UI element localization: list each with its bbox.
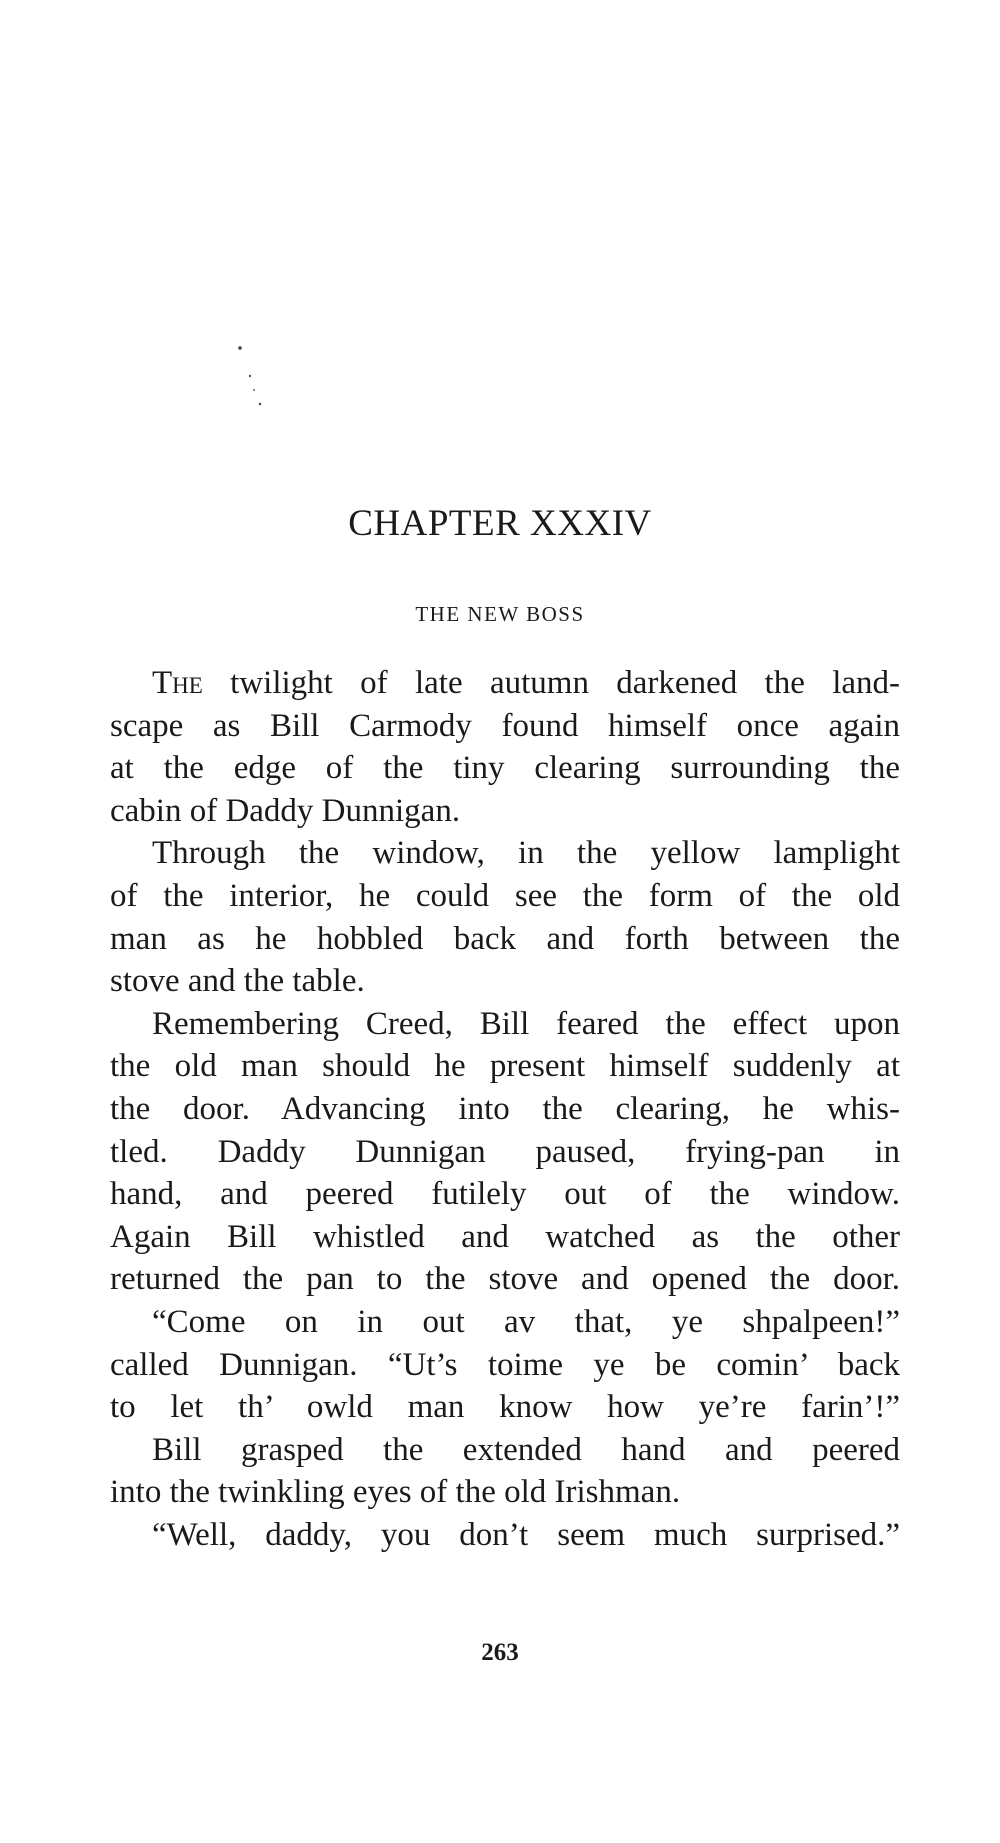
text-line: cabin of Daddy Dunnigan. — [110, 792, 461, 829]
drop-word: The — [152, 665, 203, 701]
text-line: of the interior, he could see the form of the old — [110, 877, 900, 914]
text-line: stove and the table. — [110, 963, 365, 1000]
line-text: twilight of late autumn darkened the land- — [202, 665, 900, 701]
text-line — [110, 662, 900, 705]
text-line: scape as Bill Carmody found himself once again — [110, 707, 900, 744]
chapter-subtitle: THE NEW BOSS — [415, 602, 585, 626]
text-line: into the twinkling eyes of the old Irishman. — [110, 1474, 681, 1511]
body-text — [110, 662, 900, 1556]
text-line: “Come on in out av that, ye shpalpeen!” — [152, 1303, 900, 1340]
text-line: the door. Advancing into the clearing, he whis- — [110, 1090, 900, 1127]
text-line: Remembering Creed, Bill feared the effect upon — [152, 1005, 900, 1042]
text-line: tled. Daddy Dunnigan paused, frying-pan in — [110, 1133, 900, 1170]
text-line: hand, and peered futilely out of the window. — [110, 1176, 900, 1213]
text-line: Through the window, in the yellow lamplight — [152, 835, 900, 872]
page-specks — [232, 340, 282, 420]
text-line: Again Bill whistled and watched as the other — [110, 1218, 900, 1255]
text-line: man as he hobbled back and forth between the — [110, 920, 900, 957]
text-line: “Well, daddy, you don’t seem much surprised.” — [152, 1516, 900, 1553]
text-line: returned the pan to the stove and opened the door. — [110, 1261, 900, 1298]
chapter-title: CHAPTER XXXIV — [348, 503, 652, 544]
text-line: Bill grasped the extended hand and peered — [152, 1431, 900, 1468]
text-line: the old man should he present himself suddenly at — [110, 1048, 900, 1085]
text-line: to let th’ owld man know how ye’re farin’!” — [110, 1389, 900, 1426]
text-line: at the edge of the tiny clearing surrounding the — [110, 750, 900, 787]
page-number: 263 — [481, 1639, 519, 1666]
text-line: called Dunnigan. “Ut’s toime ye be comin’ back — [110, 1346, 900, 1383]
